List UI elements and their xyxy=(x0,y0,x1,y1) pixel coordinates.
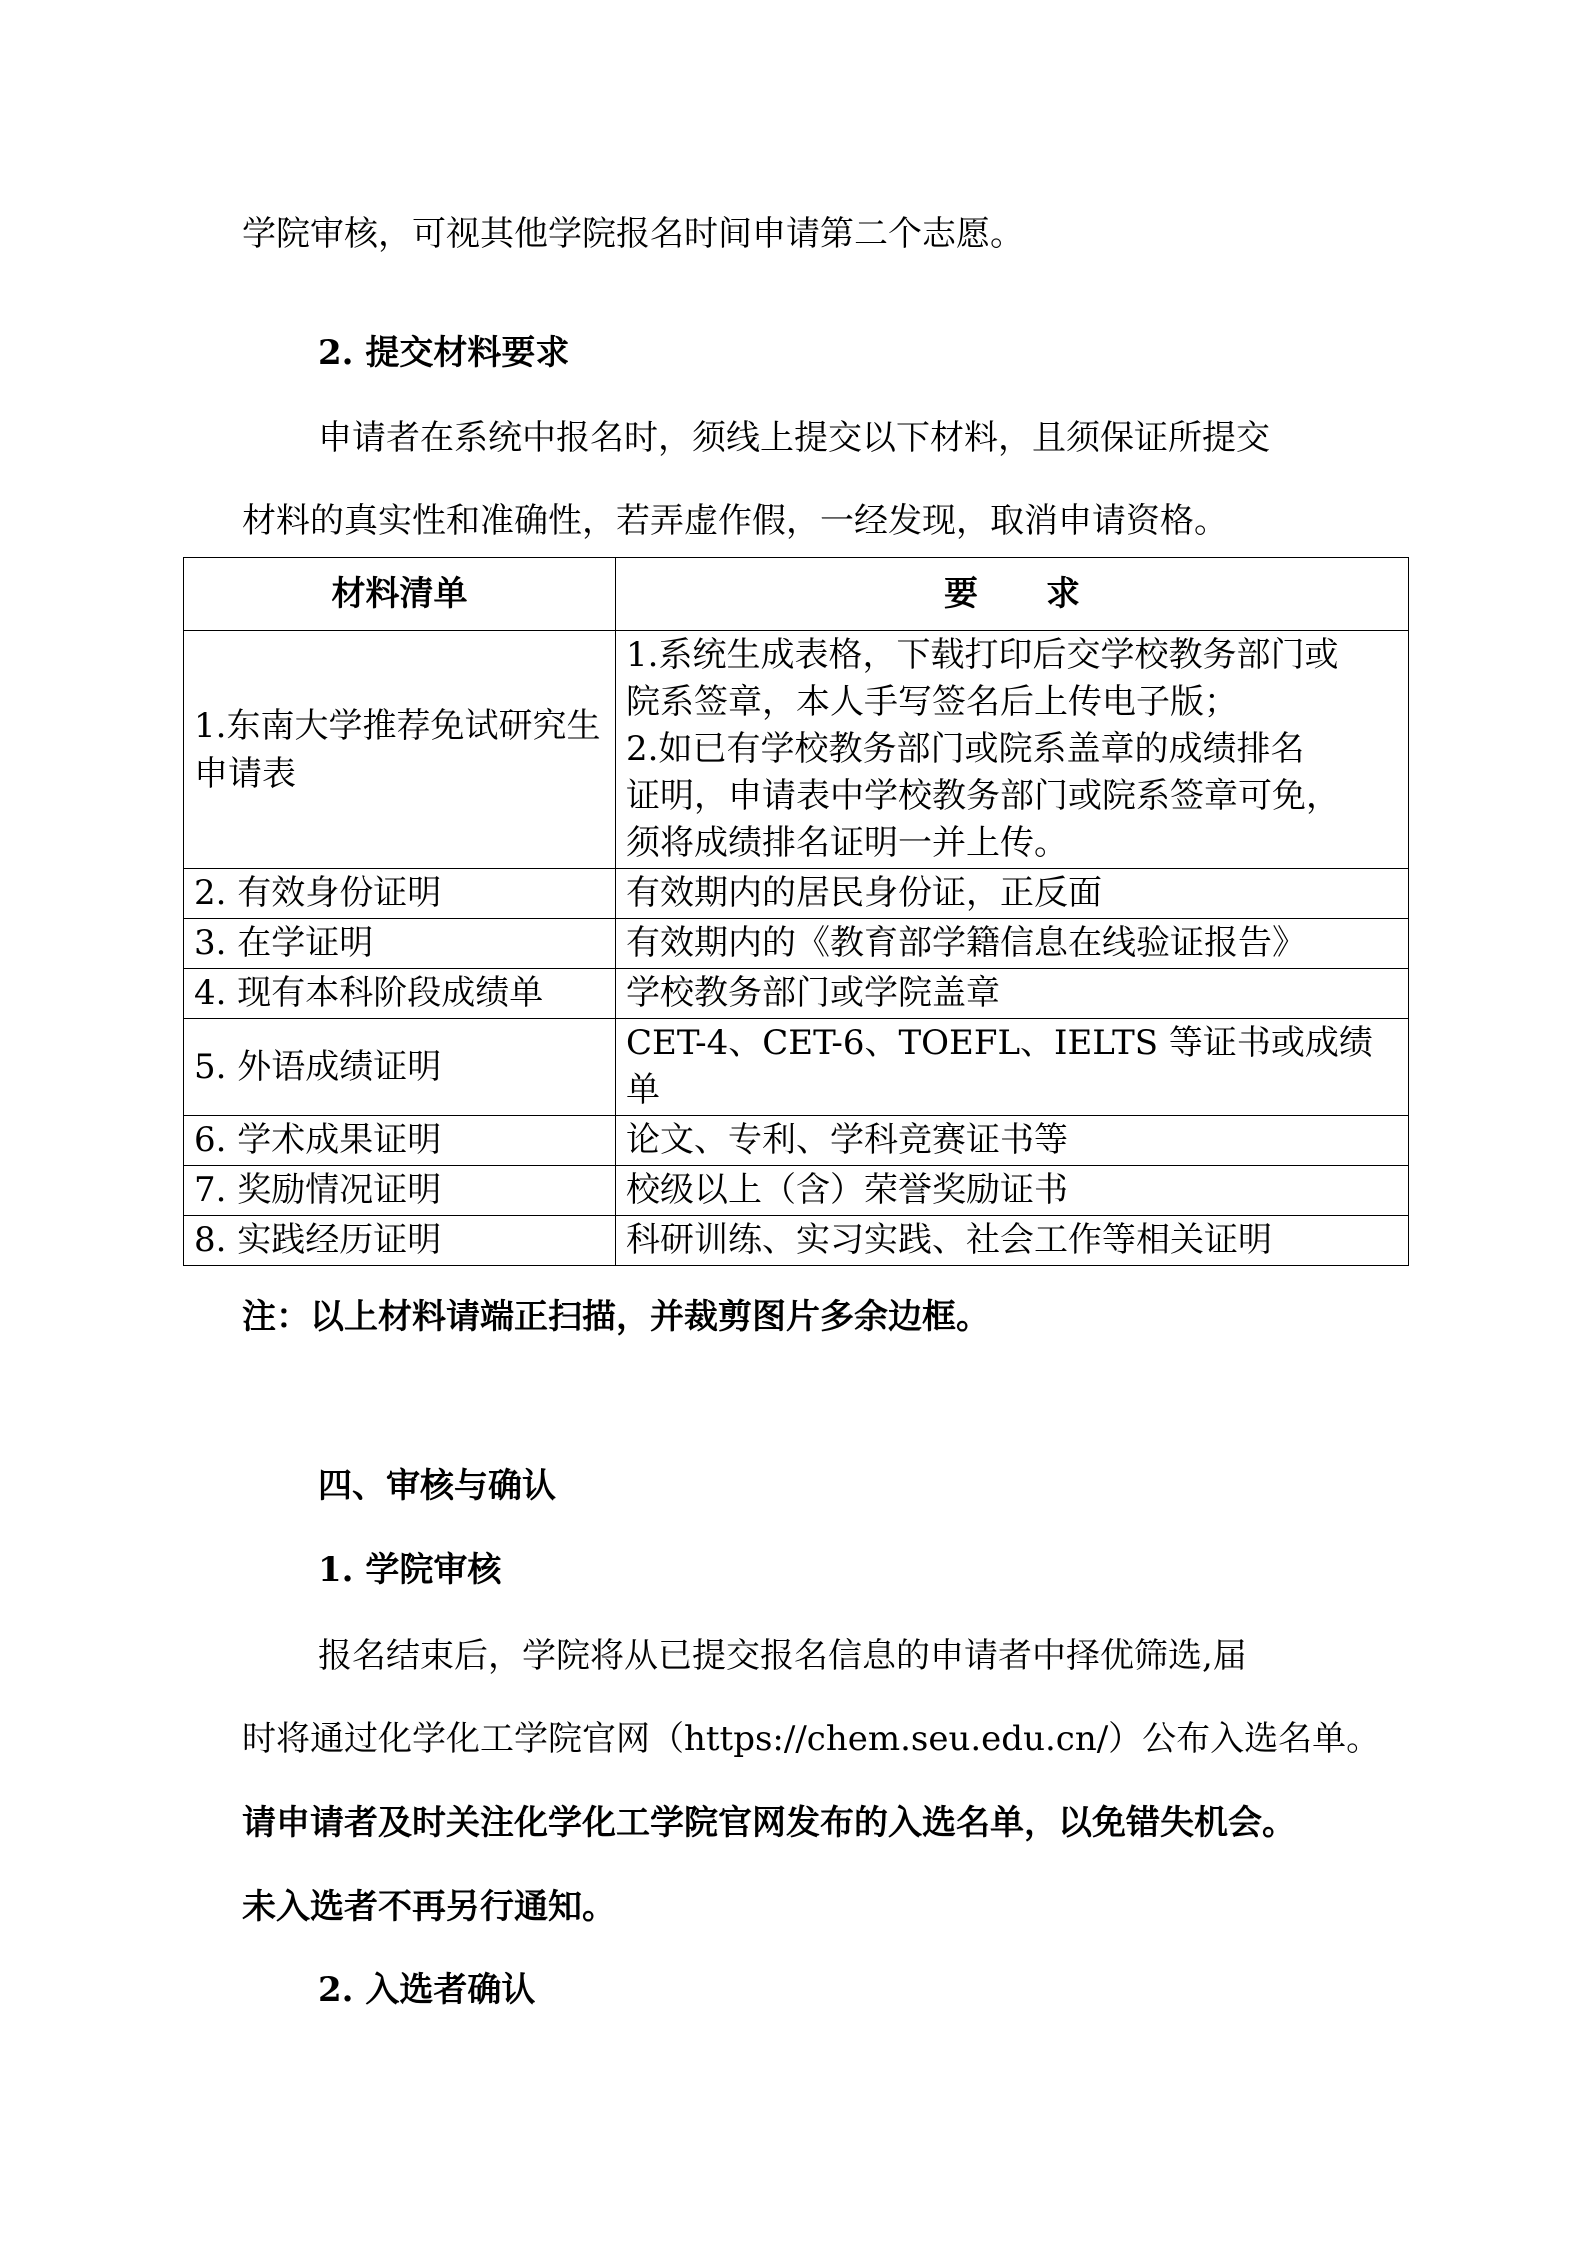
material-item: 5. 外语成绩证明 xyxy=(184,1019,616,1116)
header-requirements: 要 求 xyxy=(616,558,1409,631)
requirement-line: 单 xyxy=(626,1070,660,1110)
materials-heading: 2. 提交材料要求 xyxy=(318,333,570,373)
table-note: 注：以上材料请端正扫描，并裁剪图片多余边框。 xyxy=(242,1297,990,1337)
material-item: 3. 在学证明 xyxy=(184,919,616,969)
requirement-line: 2.如已有学校教务部门或院系盖章的成绩排名 xyxy=(626,729,1305,769)
table-row xyxy=(184,631,1409,869)
material-requirement: 有效期内的《教育部学籍信息在线验证报告》 xyxy=(616,919,1409,969)
material-requirement xyxy=(616,1019,1409,1116)
table-row xyxy=(184,1019,1409,1116)
table-row xyxy=(184,919,1409,969)
section-four-heading: 四、审核与确认 xyxy=(318,1466,556,1506)
material-requirement: 校级以上（含）荣誉奖励证书 xyxy=(616,1166,1409,1216)
requirement-line: 证明，申请表中学校教务部门或院系签章可免， xyxy=(626,776,1340,816)
material-item: 1.东南大学推荐免试研究生申请表 xyxy=(184,631,616,869)
requirement-line: 院系签章，本人手写签名后上传电子版； xyxy=(626,682,1238,722)
header-materials-list: 材料清单 xyxy=(184,558,616,631)
material-item: 7. 奖励情况证明 xyxy=(184,1166,616,1216)
paragraph-previous-section-end: 学院审核，可视其他学院报名时间申请第二个志愿。 xyxy=(242,214,1024,254)
materials-table xyxy=(183,557,1409,1266)
material-requirement: 学校教务部门或学院盖章 xyxy=(616,969,1409,1019)
college-review-notice-line-2: 未入选者不再另行通知。 xyxy=(242,1887,616,1927)
college-review-heading: 1. 学院审核 xyxy=(318,1550,502,1590)
materials-intro-line-2: 材料的真实性和准确性，若弄虚作假，一经发现，取消申请资格。 xyxy=(242,501,1228,541)
material-requirement xyxy=(616,631,1409,869)
material-item: 6. 学术成果证明 xyxy=(184,1116,616,1166)
requirement-line: CET-4、CET-6、TOEFL、IELTS 等证书或成绩 xyxy=(626,1023,1373,1063)
material-requirement: 有效期内的居民身份证，正反面 xyxy=(616,869,1409,919)
table-row xyxy=(184,1166,1409,1216)
table-row xyxy=(184,1116,1409,1166)
materials-intro-line-1: 申请者在系统中报名时，须线上提交以下材料，且须保证所提交 xyxy=(318,418,1270,458)
material-item: 8. 实践经历证明 xyxy=(184,1216,616,1266)
requirement-line: 须将成绩排名证明一并上传。 xyxy=(626,823,1068,863)
college-review-line-1: 报名结束后，学院将从已提交报名信息的申请者中择优筛选,届 xyxy=(318,1636,1247,1676)
material-requirement: 论文、专利、学科竞赛证书等 xyxy=(616,1116,1409,1166)
selected-confirmation-heading: 2. 入选者确认 xyxy=(318,1970,536,2010)
table-header-row xyxy=(184,558,1409,631)
college-review-notice-line-1: 请申请者及时关注化学化工学院官网发布的入选名单，以免错失机会。 xyxy=(242,1803,1296,1843)
material-item: 4. 现有本科阶段成绩单 xyxy=(184,969,616,1019)
table-row xyxy=(184,1216,1409,1266)
table-row xyxy=(184,969,1409,1019)
table-row xyxy=(184,869,1409,919)
material-item: 2. 有效身份证明 xyxy=(184,869,616,919)
requirement-line: 1.系统生成表格，下载打印后交学校教务部门或 xyxy=(626,635,1339,675)
material-requirement: 科研训练、实习实践、社会工作等相关证明 xyxy=(616,1216,1409,1266)
college-review-line-2: 时将通过化学化工学院官网（https://chem.seu.edu.cn/）公布入选名单。 xyxy=(242,1719,1381,1759)
